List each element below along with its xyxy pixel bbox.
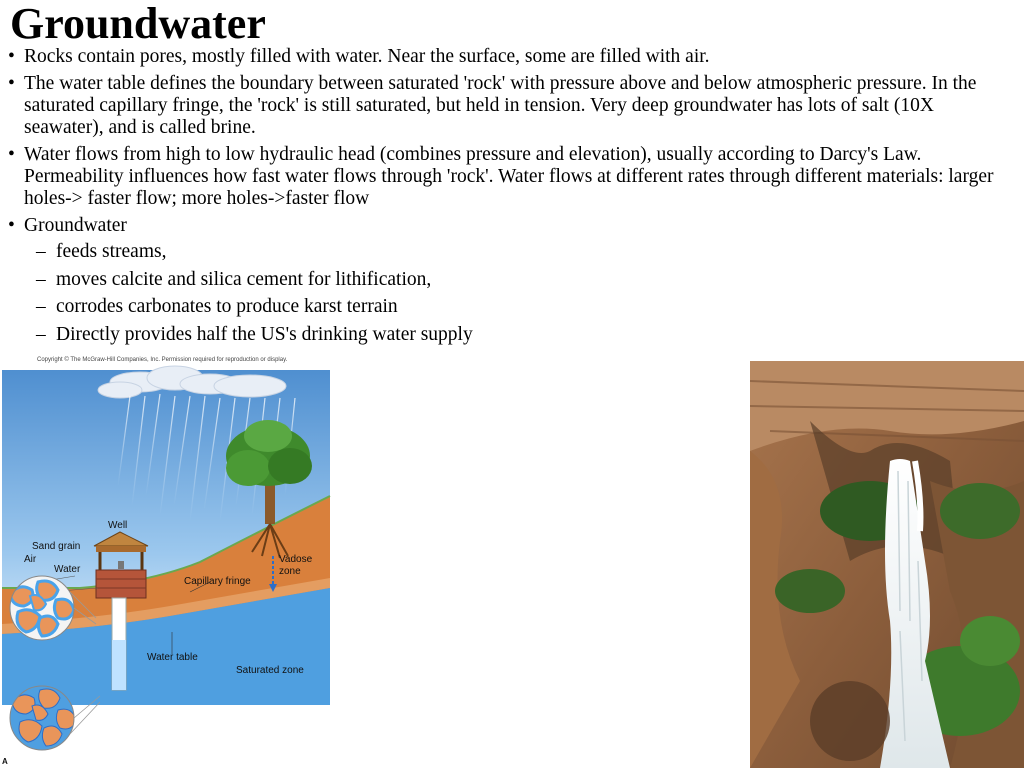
slide-title: Groundwater bbox=[10, 0, 266, 48]
label-zone: zone bbox=[279, 566, 301, 577]
bullet-groundwater-text: Groundwater bbox=[24, 215, 127, 236]
label-well: Well bbox=[108, 520, 128, 531]
figure-letter: A bbox=[2, 757, 8, 766]
label-saturated-zone: Saturated zone bbox=[236, 665, 304, 676]
label-water-table: Water table bbox=[147, 652, 198, 663]
bullet-groundwater bbox=[8, 215, 1013, 346]
bullet-pores: • Rocks contain pores, mostly filled with water. Near the surface, some are filled with air. bbox=[8, 46, 1013, 68]
sub-bullet-drinking-water: – Directly provides half the US's drinking water supply bbox=[24, 324, 1013, 346]
waterfall-photo-art bbox=[750, 361, 1024, 768]
copyright-notice: Copyright © The McGraw-Hill Companies, Inc. Permission required for reproduction or display. bbox=[37, 357, 288, 363]
label-water: Water bbox=[54, 564, 81, 575]
label-sand-grain: Sand grain bbox=[32, 541, 81, 552]
sub-bullet-calcite: – moves calcite and silica cement for lithification, bbox=[24, 269, 1013, 291]
label-air: Air bbox=[24, 554, 37, 565]
sub-bullet-karst: – corrodes carbonates to produce karst terrain bbox=[24, 296, 1013, 318]
sub-bullet-feeds-streams: – feeds streams, bbox=[24, 241, 1013, 263]
sub-bullet-list bbox=[24, 241, 1013, 346]
bullet-water-table: • The water table defines the boundary between saturated 'rock' with pressure above and below atmospheric pressure. In the saturated capillary fringe, the 'rock' is still saturated, but held in tension. Very deep groundwater has lots of salt (10X seawater), and is called brine. bbox=[8, 73, 1013, 139]
waterfall-photo bbox=[750, 361, 1024, 768]
bullet-list bbox=[8, 46, 1013, 351]
groundwater-diagram bbox=[0, 356, 332, 768]
bullet-water-flow: • Water flows from high to low hydraulic head (combines pressure and elevation), usually according to Darcy's Law. Permeability influences how fast water flows through 'rock'. Water flows at different rates through different materials: larger holes-> faster flow; more holes->faster flow bbox=[8, 144, 1013, 210]
label-vadose: Vadose bbox=[279, 554, 313, 565]
label-capillary-fringe: Capillary fringe bbox=[184, 576, 251, 587]
